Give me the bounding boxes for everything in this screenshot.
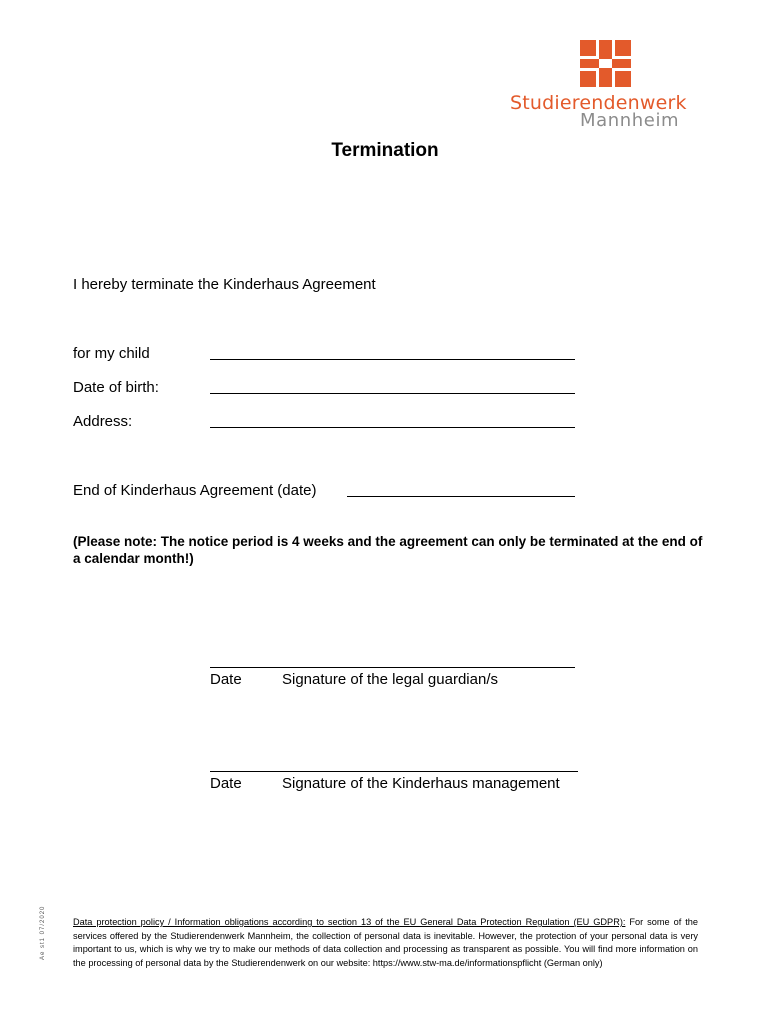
date-of-birth-field[interactable] bbox=[210, 393, 575, 394]
notice-period-note: (Please note: The notice period is 4 weeks and the agreement can only be terminated at the end of a calendar month!) bbox=[73, 534, 703, 566]
logo-icon bbox=[580, 40, 631, 87]
data-protection-footer bbox=[73, 916, 698, 970]
management-date-label: Date bbox=[210, 775, 242, 792]
child-label: for my child bbox=[73, 345, 150, 362]
child-name-field[interactable] bbox=[210, 359, 575, 360]
management-signature-field[interactable] bbox=[210, 771, 578, 772]
footer-heading: Data protection policy / Information obligations according to section 13 of the EU General Data Protection Regulation (EU GDPR): bbox=[73, 917, 626, 927]
address-field[interactable] bbox=[210, 427, 575, 428]
form-code: Ae st1 07/2020 bbox=[40, 905, 46, 960]
footer-body: For some of the services offered by the Studierendenwerk Mannheim, the collection of personal data is inevitable. However, the protection of your personal data is very important to us, which is why we try to make our methods of data collection and processing as transparent as possible. You will find more information on the processing of personal data by the Studierendenwerk on our website: https://www.stw-ma.de/informationspflicht (German only) bbox=[73, 917, 698, 968]
guardian-signature-field[interactable] bbox=[210, 667, 575, 668]
guardian-signature-label: Signature of the legal guardian/s bbox=[282, 671, 498, 688]
logo-text-line1: Studierendenwerk bbox=[510, 92, 687, 114]
management-signature-label: Signature of the Kinderhaus management bbox=[282, 775, 560, 792]
address-label: Address: bbox=[73, 413, 133, 430]
page-title: Termination bbox=[331, 140, 439, 161]
guardian-date-label: Date bbox=[210, 671, 242, 688]
dob-label: Date of birth: bbox=[73, 379, 159, 396]
end-date-field[interactable] bbox=[347, 496, 575, 497]
intro-text: I hereby terminate the Kinderhaus Agreement bbox=[73, 276, 376, 293]
end-date-label: End of Kinderhaus Agreement (date) bbox=[73, 482, 317, 499]
logo-text-line2: Mannheim bbox=[580, 110, 680, 131]
